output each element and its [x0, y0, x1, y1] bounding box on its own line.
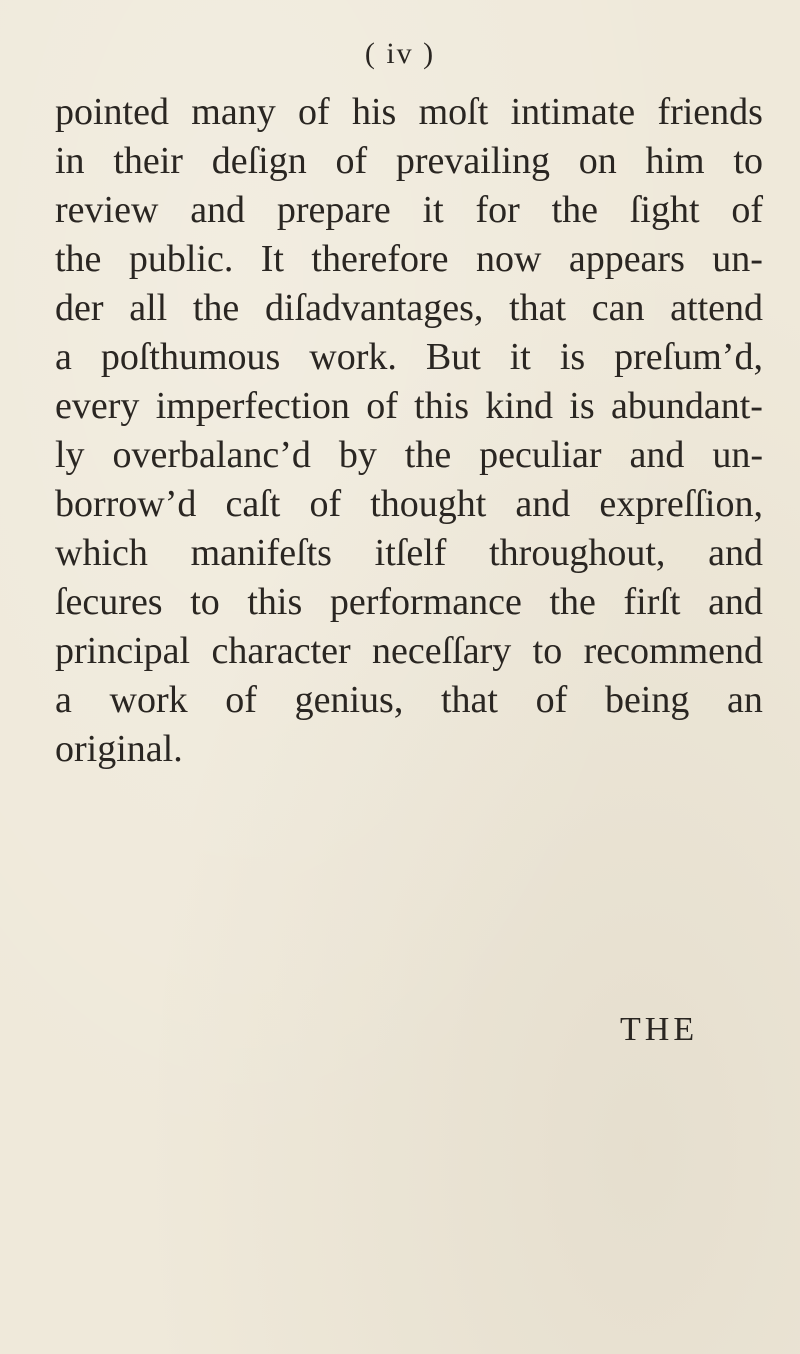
word: all [129, 287, 168, 329]
word: of [366, 385, 398, 427]
word: is [559, 336, 586, 378]
word: itſelf [374, 532, 447, 574]
word: many [191, 91, 276, 133]
word: thought [370, 483, 487, 525]
word: work [109, 679, 188, 721]
word: genius, [294, 679, 404, 721]
word: and [515, 483, 571, 525]
word: this [247, 581, 303, 623]
word: review [55, 189, 159, 231]
word: intimate [510, 91, 636, 133]
word: firſt [623, 581, 681, 623]
word: to [733, 140, 763, 182]
word: him [645, 140, 705, 182]
word: moſt [418, 91, 489, 133]
word: abundant- [610, 385, 763, 427]
word: poſthumous [100, 336, 281, 378]
word: is [569, 385, 595, 427]
text-line [55, 186, 763, 235]
word: that [509, 287, 567, 329]
word: this [414, 385, 470, 427]
text-line [55, 88, 763, 137]
word: prevailing [395, 140, 550, 182]
text-line [55, 627, 763, 676]
word: every [55, 385, 140, 427]
word: un- [712, 238, 763, 280]
text-line [55, 578, 763, 627]
text-line [55, 382, 763, 431]
word: overbalanc’d [112, 434, 311, 476]
word: caſt [225, 483, 281, 525]
word: expreſſion, [599, 483, 763, 525]
word: principal [55, 630, 191, 672]
word: recommend [583, 630, 763, 672]
word: for [475, 189, 520, 231]
word: which [55, 532, 148, 574]
body-text [55, 88, 763, 774]
word: it [422, 189, 444, 231]
text-line [55, 431, 763, 480]
word: work. [309, 336, 397, 378]
word: of [225, 679, 257, 721]
word: by [338, 434, 377, 476]
word: of [335, 140, 368, 182]
word: can [591, 287, 645, 329]
word: the [404, 434, 452, 476]
word: throughout, [489, 532, 666, 574]
word: in [55, 140, 85, 182]
word: borrow’d [55, 483, 197, 525]
word: kind [485, 385, 553, 427]
word: to [532, 630, 563, 672]
word: imperfection [155, 385, 350, 427]
text-line [55, 137, 763, 186]
word: un- [712, 434, 763, 476]
word: and [708, 581, 763, 623]
text-line [55, 333, 763, 382]
word: of [731, 189, 763, 231]
word: the [549, 581, 596, 623]
word: character [211, 630, 351, 672]
word: the [55, 238, 102, 280]
text-line [55, 235, 763, 284]
text-line [55, 529, 763, 578]
word: being [604, 679, 690, 721]
word: to [190, 581, 220, 623]
word: public. [128, 238, 234, 280]
word: manifeſts [190, 532, 332, 574]
word: ly [55, 434, 85, 476]
text-line [55, 284, 763, 333]
word: it [509, 336, 531, 378]
word: der [55, 287, 104, 329]
word: now [475, 238, 542, 280]
word: peculiar [479, 434, 602, 476]
word: that [440, 679, 498, 721]
word: original. [55, 728, 183, 770]
word: ſight [629, 189, 700, 231]
word: neceſſary [372, 630, 512, 672]
word: therefore [311, 238, 449, 280]
word: the [551, 189, 599, 231]
catchword: THE [620, 1011, 699, 1048]
word: preſum’d, [614, 336, 763, 378]
text-line [55, 676, 763, 725]
word: But [425, 336, 481, 378]
text-line [55, 725, 763, 774]
word: their [113, 140, 183, 182]
word: his [351, 91, 397, 133]
word: and [708, 532, 763, 574]
word: of [535, 679, 568, 721]
word: performance [329, 581, 522, 623]
word: a [55, 336, 72, 378]
word: deſign [211, 140, 307, 182]
word: the [192, 287, 240, 329]
word: pointed [55, 91, 169, 133]
page-number: ( iv ) [364, 37, 436, 70]
word: a [55, 679, 72, 721]
word: an [727, 679, 763, 721]
word: appears [568, 238, 685, 280]
word: of [298, 91, 330, 133]
word: and [190, 189, 246, 231]
text-line [55, 480, 763, 529]
word: diſadvantages, [264, 287, 484, 329]
word: and [629, 434, 685, 476]
word: prepare [276, 189, 391, 231]
word: attend [670, 287, 763, 329]
word: friends [657, 91, 763, 133]
word: ſecures [55, 581, 163, 623]
word: on [578, 140, 617, 182]
word: It [260, 238, 284, 280]
word: of [309, 483, 342, 525]
